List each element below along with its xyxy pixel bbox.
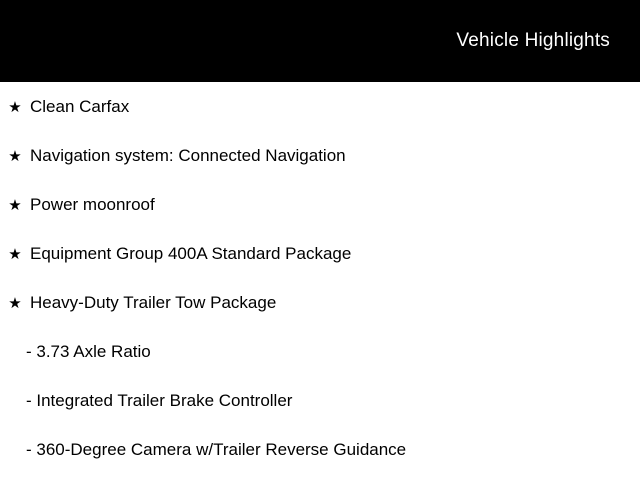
list-subitem-label: - 360-Degree Camera w/Trailer Reverse Guidance bbox=[26, 440, 407, 459]
list-subitem bbox=[0, 390, 640, 439]
list-item-label: Clean Carfax bbox=[30, 97, 130, 116]
list-subitem bbox=[0, 341, 640, 390]
star-icon: ★ bbox=[8, 295, 22, 312]
list-item-label: Navigation system: Connected Navigation bbox=[30, 146, 346, 165]
list-item bbox=[0, 243, 640, 292]
list-item bbox=[0, 292, 640, 341]
star-icon: ★ bbox=[8, 148, 22, 165]
header-bar bbox=[0, 0, 640, 82]
list-item-label: Equipment Group 400A Standard Package bbox=[30, 244, 352, 263]
page-title: Vehicle Highlights bbox=[456, 29, 610, 51]
list-item bbox=[0, 145, 640, 194]
star-icon: ★ bbox=[8, 197, 22, 214]
list-subitem-label: - 3.73 Axle Ratio bbox=[26, 342, 151, 361]
list-item bbox=[0, 194, 640, 243]
list-subitem bbox=[0, 439, 640, 488]
highlights-list bbox=[0, 82, 640, 488]
list-item-label: Power moonroof bbox=[30, 195, 155, 214]
list-item-label: Heavy-Duty Trailer Tow Package bbox=[30, 293, 277, 312]
star-icon: ★ bbox=[8, 246, 22, 263]
list-subitem-label: - Integrated Trailer Brake Controller bbox=[26, 391, 293, 410]
star-icon: ★ bbox=[8, 99, 22, 116]
list-item bbox=[0, 96, 640, 145]
